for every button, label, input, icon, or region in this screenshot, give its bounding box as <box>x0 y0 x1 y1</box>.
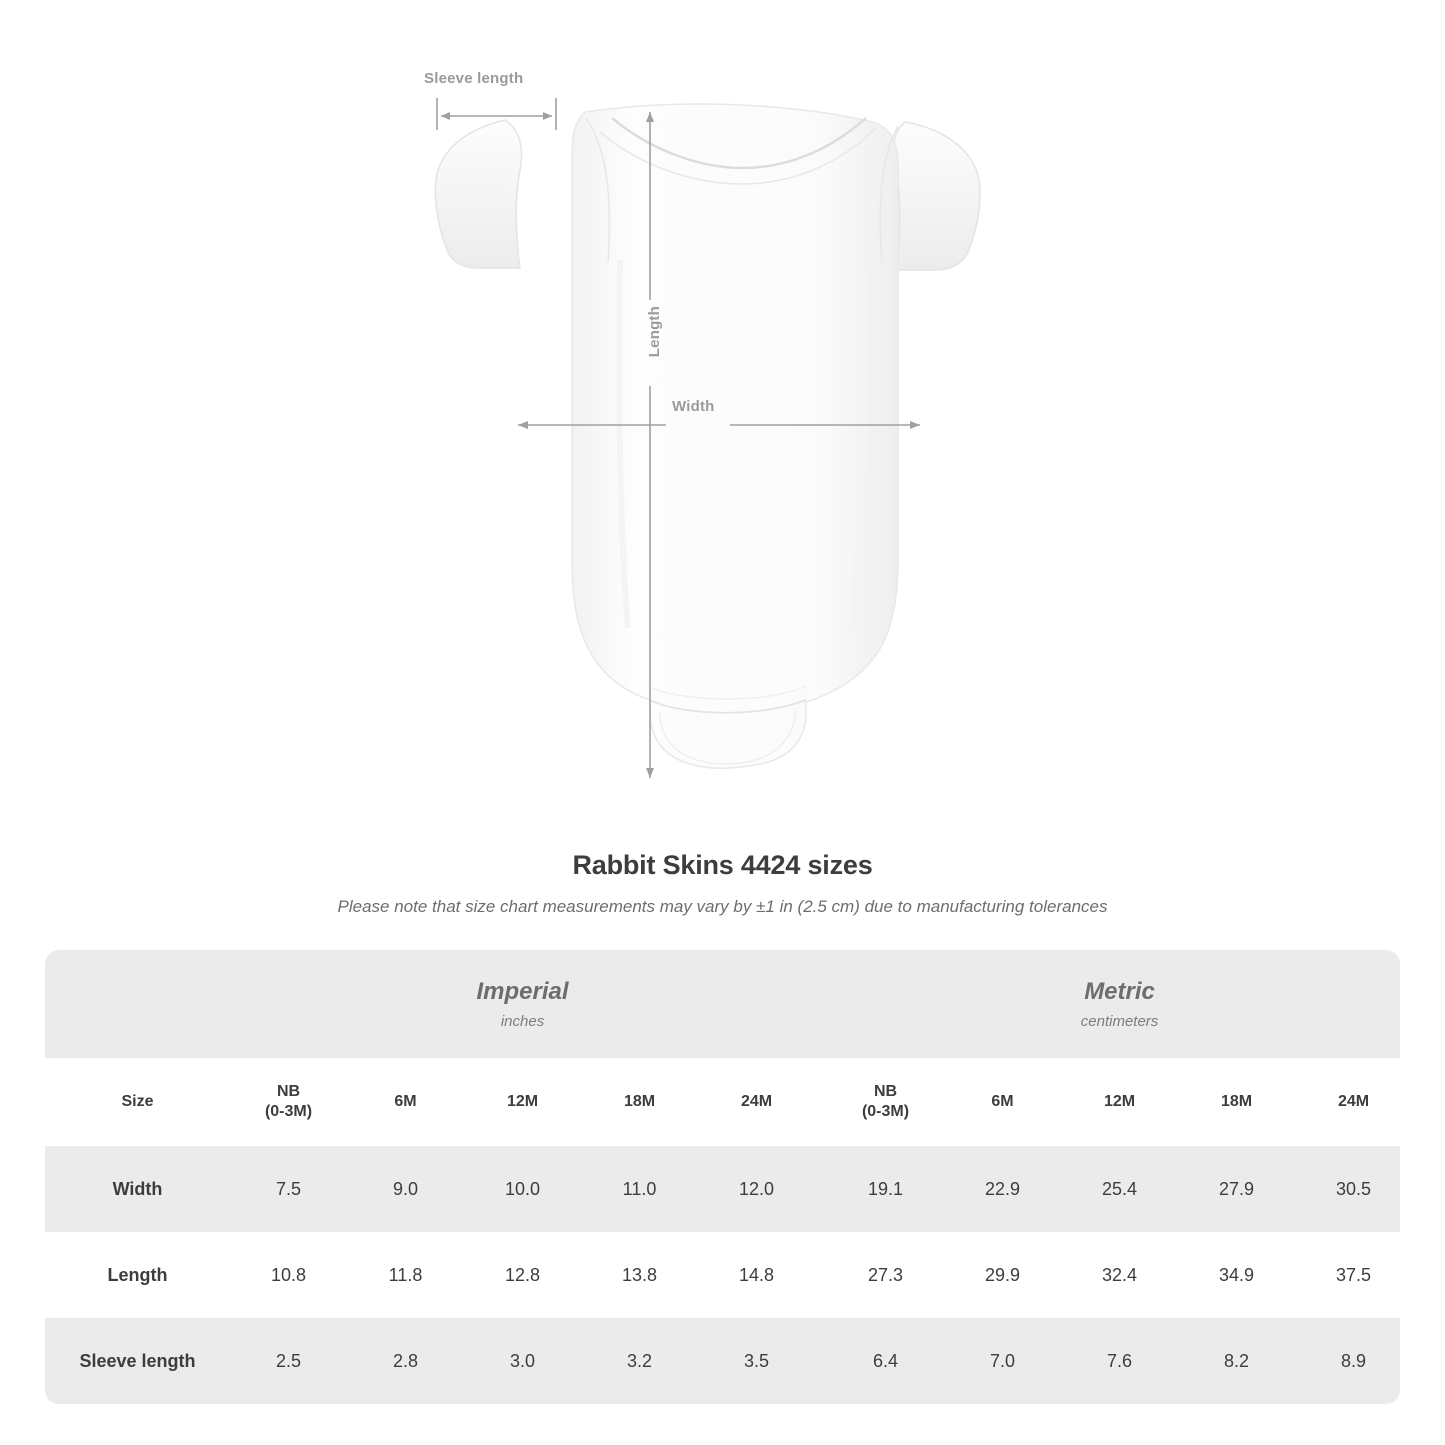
column-header-18m-metric: 18M <box>1178 1058 1295 1146</box>
column-header-nb-metric <box>827 1058 944 1146</box>
cell-width-nb-cm: 19.1 <box>827 1146 944 1232</box>
unit-header-row <box>45 950 1400 1058</box>
column-header-24m-imperial: 24M <box>698 1058 815 1146</box>
cell-width-18m-cm: 27.9 <box>1178 1146 1295 1232</box>
cell-length-nb-in: 10.8 <box>270 1264 307 1285</box>
cell-sleeve-6m-in: 2.8 <box>347 1318 464 1404</box>
size-table <box>45 950 1400 1404</box>
width-label: Width <box>672 398 715 415</box>
column-header-main: NB <box>276 1083 301 1100</box>
cell-width-18m-in: 11.0 <box>581 1146 698 1232</box>
cell-length-24m-in: 14.8 <box>738 1264 775 1285</box>
column-header-nb-imperial <box>230 1058 347 1146</box>
row-separator <box>815 1232 827 1318</box>
column-header-12m-metric: 12M <box>1061 1058 1178 1146</box>
row-label-width: Width <box>45 1146 230 1232</box>
cell-length-12m-cm: 32.4 <box>1101 1264 1138 1285</box>
cell-sleeve-nb-in: 2.5 <box>230 1318 347 1404</box>
cell-sleeve-6m-cm: 7.0 <box>944 1318 1061 1404</box>
cell-length-18m-in: 13.8 <box>621 1264 658 1285</box>
column-header-24m-metric: 24M <box>1295 1058 1400 1146</box>
metric-sub-label: centimeters <box>1080 1012 1159 1030</box>
imperial-label: Imperial <box>476 978 569 1006</box>
column-header-main: NB <box>873 1083 898 1100</box>
cell-width-12m-cm: 25.4 <box>1061 1146 1178 1232</box>
column-header-sub: (0-3M) <box>264 1103 313 1120</box>
column-header-sub: (0-3M) <box>861 1103 910 1120</box>
cell-sleeve-24m-cm: 8.9 <box>1295 1318 1400 1404</box>
cell-length-24m-cm: 37.5 <box>1336 1264 1372 1285</box>
title-block <box>0 850 1445 917</box>
table-row <box>45 1232 1400 1318</box>
tolerance-note: Please note that size chart measurements may vary by ±1 in (2.5 cm) due to manufacturing tolerances <box>337 897 1108 916</box>
cell-width-6m-cm: 22.9 <box>944 1146 1061 1232</box>
table-row <box>45 1318 1400 1404</box>
size-header-row <box>45 1058 1400 1146</box>
unit-separator <box>815 950 827 1058</box>
cell-width-nb-in: 7.5 <box>230 1146 347 1232</box>
row-label-length: Length <box>107 1264 168 1285</box>
cell-width-6m-in: 9.0 <box>347 1146 464 1232</box>
cell-sleeve-18m-cm: 8.2 <box>1178 1318 1295 1404</box>
cell-length-nb-cm: 27.3 <box>867 1264 904 1285</box>
right-sleeve <box>894 122 980 270</box>
cell-length-18m-cm: 34.9 <box>1218 1264 1255 1285</box>
cell-sleeve-24m-in: 3.5 <box>698 1318 815 1404</box>
cell-width-24m-in: 12.0 <box>698 1146 815 1232</box>
row-label-sleeve-length: Sleeve length <box>45 1318 230 1404</box>
row-separator <box>815 1146 827 1232</box>
page-title: Rabbit Skins 4424 sizes <box>572 850 873 880</box>
imperial-unit-cell <box>230 950 815 1058</box>
cell-sleeve-12m-cm: 7.6 <box>1061 1318 1178 1404</box>
metric-unit-cell <box>827 950 1400 1058</box>
cell-length-6m-in: 11.8 <box>388 1264 423 1285</box>
imperial-sub-label: inches <box>500 1012 545 1030</box>
table-row <box>45 1146 1400 1232</box>
left-sleeve <box>435 120 521 268</box>
cell-sleeve-18m-in: 3.2 <box>581 1318 698 1404</box>
cell-width-12m-in: 10.0 <box>464 1146 581 1232</box>
length-label: Length <box>646 306 663 358</box>
size-header-cell: Size <box>45 1058 230 1146</box>
size-table-wrapper <box>45 950 1400 1404</box>
cell-length-12m-in: 12.8 <box>504 1264 541 1285</box>
column-header-6m-metric: 6M <box>944 1058 1061 1146</box>
header-separator <box>815 1058 827 1146</box>
metric-label: Metric <box>1084 978 1155 1006</box>
column-header-12m-imperial: 12M <box>464 1058 581 1146</box>
row-separator <box>815 1318 827 1404</box>
cell-sleeve-nb-cm: 6.4 <box>827 1318 944 1404</box>
cell-sleeve-12m-in: 3.0 <box>464 1318 581 1404</box>
cell-length-6m-cm: 29.9 <box>984 1264 1021 1285</box>
column-header-6m-imperial: 6M <box>347 1058 464 1146</box>
sleeve-length-label: Sleeve length <box>424 70 524 87</box>
column-header-18m-imperial: 18M <box>581 1058 698 1146</box>
cell-width-24m-cm: 30.5 <box>1295 1146 1400 1232</box>
unit-spacer-cell <box>45 950 230 1058</box>
